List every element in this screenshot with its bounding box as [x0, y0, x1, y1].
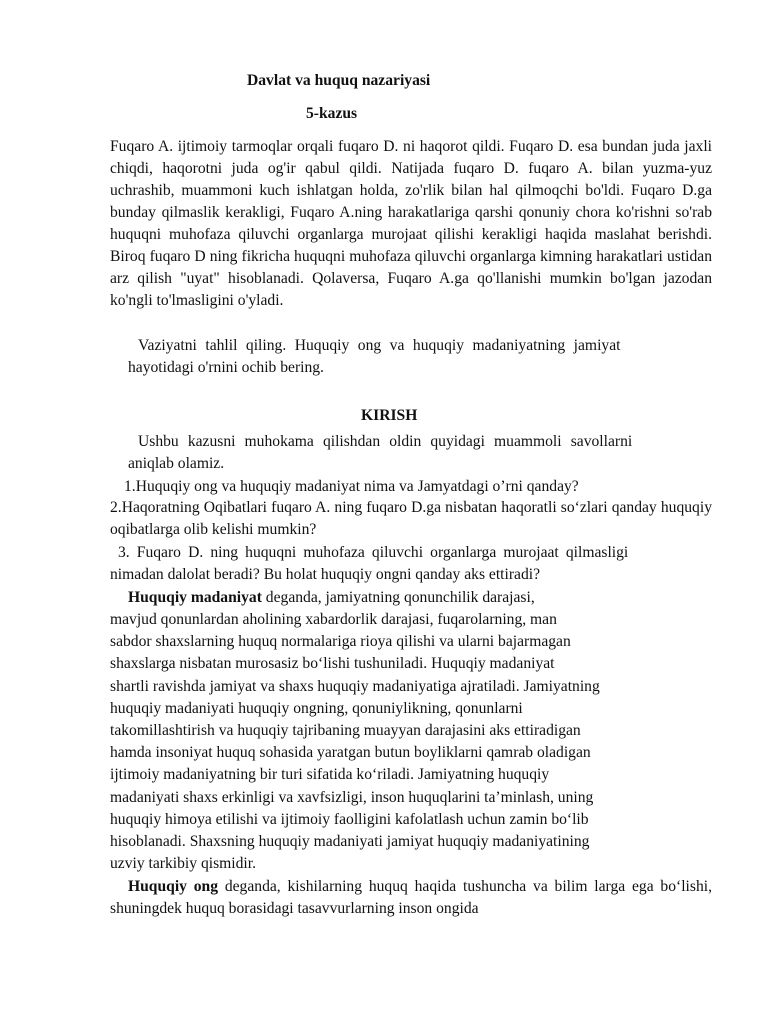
culture-line: hisoblanadi. Shaxsning huquqiy madaniyati jamiyat huquqiy madaniyatining — [110, 833, 590, 850]
culture-line: ijtimoiy madaniyatning bir turi sifatida ko‘riladi. Jamiyatning huquqiy — [110, 766, 550, 783]
case-description: Fuqaro A. ijtimoiy tarmoqlar orqali fuqaro D. ni haqorot qildi. Fuqaro D. esa bundan juda jaxli chiqdi, haqorotni juda og'ir qabul qildi. Natijada fuqaro D. fuqaro A. bilan yuzma-yuz uchrashib, muammoni kuch ishlatgan holda, zo'rlik bilan hal qilmoqchi bo'ldi. Fuqaro D.ga bunday qilmaslik kerakligi, Fuqaro A.ning harakatlariga qarshi qonuniy chora ko'rishni so'rab huquqni muhofaza qiluvchi organlarga murojaat qilishi kerakligi haqida maslahat berishdi. Biroq fuqaro D ning fikricha huquqni muhofaza qiluvchi organlarga kimning harakatlari ustidan arz qilish "uyat" hisoblanadi. Qolaversa, Fuqaro A.ga qo'llanishi mumkin bo'lgan jazodan ko'ngli to'lmasligini o'yladi. — [110, 138, 712, 309]
case-number: 5-kazus — [306, 105, 358, 122]
task-line-1: Vaziyatni tahlil qiling. Huquqiy ong va huquqiy madaniyatning jamiyat — [138, 337, 621, 354]
culture-line: shartli ravishda jamiyat va shaxs huquqiy madaniyatiga ajratiladi. Jamiyatning — [110, 678, 600, 695]
culture-line: mavjud qonunlardan aholining xabardorlik darajasi, fuqarolarning, man — [110, 611, 557, 628]
question-1: 1.Huquqiy ong va huquqiy madaniyat nima va Jamyatdagi o’rni qanday? — [124, 478, 579, 495]
culture-line: shaxslarga nisbatan murosasiz bo‘lishi tushuniladi. Huquqiy madaniyat — [110, 655, 555, 672]
culture-line: uzviy tarkibiy qismidir. — [110, 855, 256, 872]
culture-line: sabdor shaxslarning huquq normalariga rioya qilishi va ularni bajarmagan — [110, 633, 571, 650]
intro-line-1: Ushbu kazusni muhokama qilishdan oldin quyidagi muammoli savollarni — [138, 433, 633, 450]
culture-line: takomillashtirish va huquqiy tajribaning muayyan darajasini aks ettiradigan — [110, 722, 581, 739]
intro-line-2: aniqlab olamiz. — [128, 455, 225, 472]
question-3-line-2: nimadan dalolat beradi? Bu holat huquqiy ongni qanday aks ettiradi? — [110, 566, 541, 583]
task-line-2: hayotidagi o'rnini ochib bering. — [128, 359, 324, 376]
question-3-line-1: 3. Fuqaro D. ning huquqni muhofaza qiluvchi organlarga murojaat qilmasligi — [118, 544, 629, 561]
consciousness-paragraph — [110, 876, 712, 920]
culture-line: hamda insoniyat huquq sohasida yaratgan butun boyliklarni qamrab oladigan — [110, 744, 591, 761]
culture-line: huquqiy madaniyati huquqiy ongning, qonuniylikning, qonunlarni — [110, 700, 523, 717]
culture-paragraph-first-line — [128, 587, 535, 609]
question-2: 2.Haqoratning Oqibatlari fuqaro A. ning fuqaro D.ga nisbatan haqoratli so‘zlari qanday huquqiy oqibatlarga olib kelishi mumkin? — [110, 499, 712, 538]
section-heading: KIRISH — [361, 407, 418, 424]
consciousness-text: deganda, kishilarning huquq haqida tushuncha va bilim larga ega bo‘lishi, shuningdek huquq borasidagi tasavvurlarning inson ongida — [110, 878, 712, 917]
culture-line: madaniyati shaxs erkinligi va xavfsizligi, inson huquqlarini ta’minlash, uning — [110, 789, 594, 806]
consciousness-term: Huquqiy ong — [128, 878, 219, 895]
culture-line-1-rest: deganda, jamiyatning qonunchilik darajasi, — [261, 589, 535, 606]
document-title: Davlat va huquq nazariyasi — [247, 72, 431, 89]
culture-term: Huquqiy madaniyat — [128, 589, 262, 606]
culture-line: huquqiy himoya etilishi va ijtimoiy faolligini kafolatlash uchun zamin bo‘lib — [110, 811, 589, 828]
